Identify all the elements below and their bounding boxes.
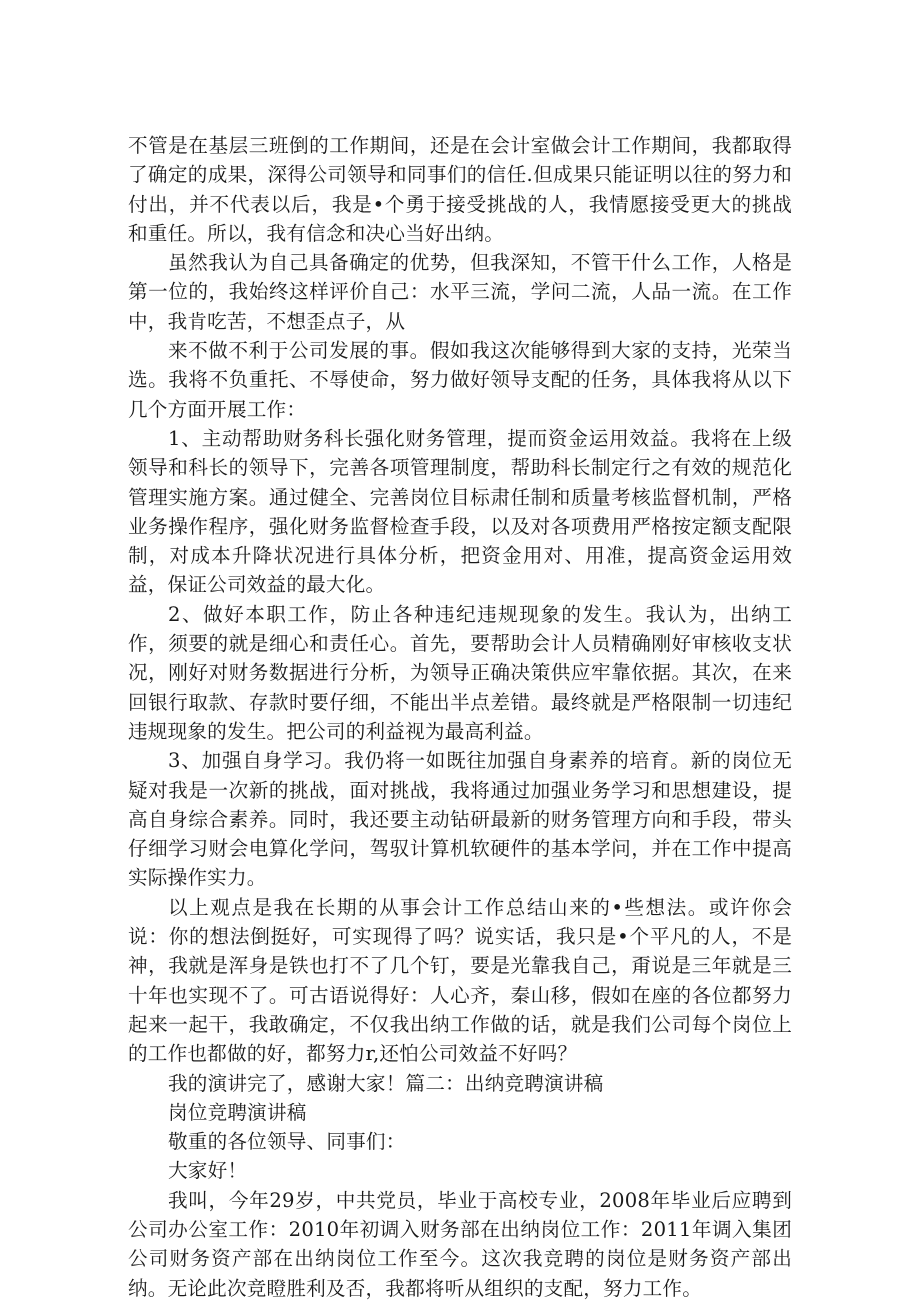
paragraph-12: 我叫，今年29岁，中共党员，毕业于高校专业，2008年毕业后应聘到公司办公室工作：2010年初调入财务部在出纳岗位工作：2011年调入集团公司财务资产部在出纳岗位工作至今。这次我竞聘的岗位是财务资产部出纳。无论此次竞瞪胜利及否，我都将听从组织的支配，努力工作。 <box>128 1188 792 1300</box>
paragraph-1: 不管是在基层三班倒的工作期间，还是在会计室做会计工作期间，我都取得了确定的成果，深得公司领导和同事们的信任.但成果只能证明以往的努力和付出，并不代表以后，我是•个勇于接受挑战的人，我情愿接受更大的挑战和重任。所以，我有信念和决心当好出纳。 <box>128 134 792 245</box>
paragraph-6: 3、加强自身学习。我仍将一如既往加强自身素养的培育。新的岗位无疑对我是一次新的挑战，面对挑战，我将通过加强业务学习和思想建设，提高自身综合素养。同时，我还要主动钻研最新的财务管理方向和手段，带头仔细学习财会电算化学问，驾驭计算机软硬件的基本学问，并在工作中提高实际操作实力。 <box>128 749 792 890</box>
paragraph-4: 1、主动帮助财务科长强化财务管理，提而资金运用效益。我将在上级领导和科长的领导下，完善各项管理制度，帮助科长制定行之有效的规范化管理实施方案。通过健全、完善岗位目标肃任制和质量考核监督机制，严格业务操作程序，强化财务监督检查手段，以及对各项费用严格按定额支配限制，对成本升降状况进行具体分析，把资金用对、用准，提高资金运用效益，保证公司效益的最大化。 <box>128 426 792 597</box>
paragraph-5: 2、做好本职工作，防止各种违纪违规现象的发生。我认为，出纳工作，须要的就是细心和责任心。首先，要帮助会计人员精确刚好审核收支状况，刚好对财务数据进行分析，为领导正确决策供应牢靠依据。其次，在来回银行取款、存款时要仔细，不能出半点差错。最终就是严格限制一切违纪违规现象的发生。把公司的利益视为最高利益。 <box>128 602 792 743</box>
paragraph-8: 我的演讲完了，感谢大家！篇二：出纳竞聘演讲稿 <box>168 1071 604 1095</box>
paragraph-2: 虽然我认为自己具备确定的优势，但我深知，不管干什么工作，人格是第一位的，我始终这样评价自己：水平三流，学问二流，人品一流。在工作中，我肯吃苦，不想歪点子，从 <box>128 251 792 333</box>
paragraph-10: 敬重的各位领导、同事们： <box>168 1130 406 1154</box>
document-body <box>128 131 792 1303</box>
paragraph-3: 来不做不利于公司发展的事。假如我这次能够得到大家的支持，光荣当选。我将不负重托、不辱使命，努力做好领导支配的任务，具体我将从以下几个方面开展工作： <box>128 339 792 421</box>
paragraph-9: 岗位竞聘演讲稿 <box>168 1100 307 1124</box>
paragraph-11: 大家好！ <box>168 1159 248 1183</box>
paragraph-7: 以上观点是我在长期的从事会计工作总结山来的•些想法。或许你会说：你的想法倒挺好，可实现得了吗？说实话，我只是•个平凡的人，不是神，我就是浑身是铁也打不了几个钉，要是光靠我自己，甭说是三年就是三十年也实现不了。可古语说得好：人心齐，秦山移，假如在座的各位都努力起来一起干，我敢确定，不仅我出纳工作做的话，就是我们公司每个岗位上的工作也都做的好，都努力r,还怕公司效益不好吗？ <box>128 895 792 1066</box>
